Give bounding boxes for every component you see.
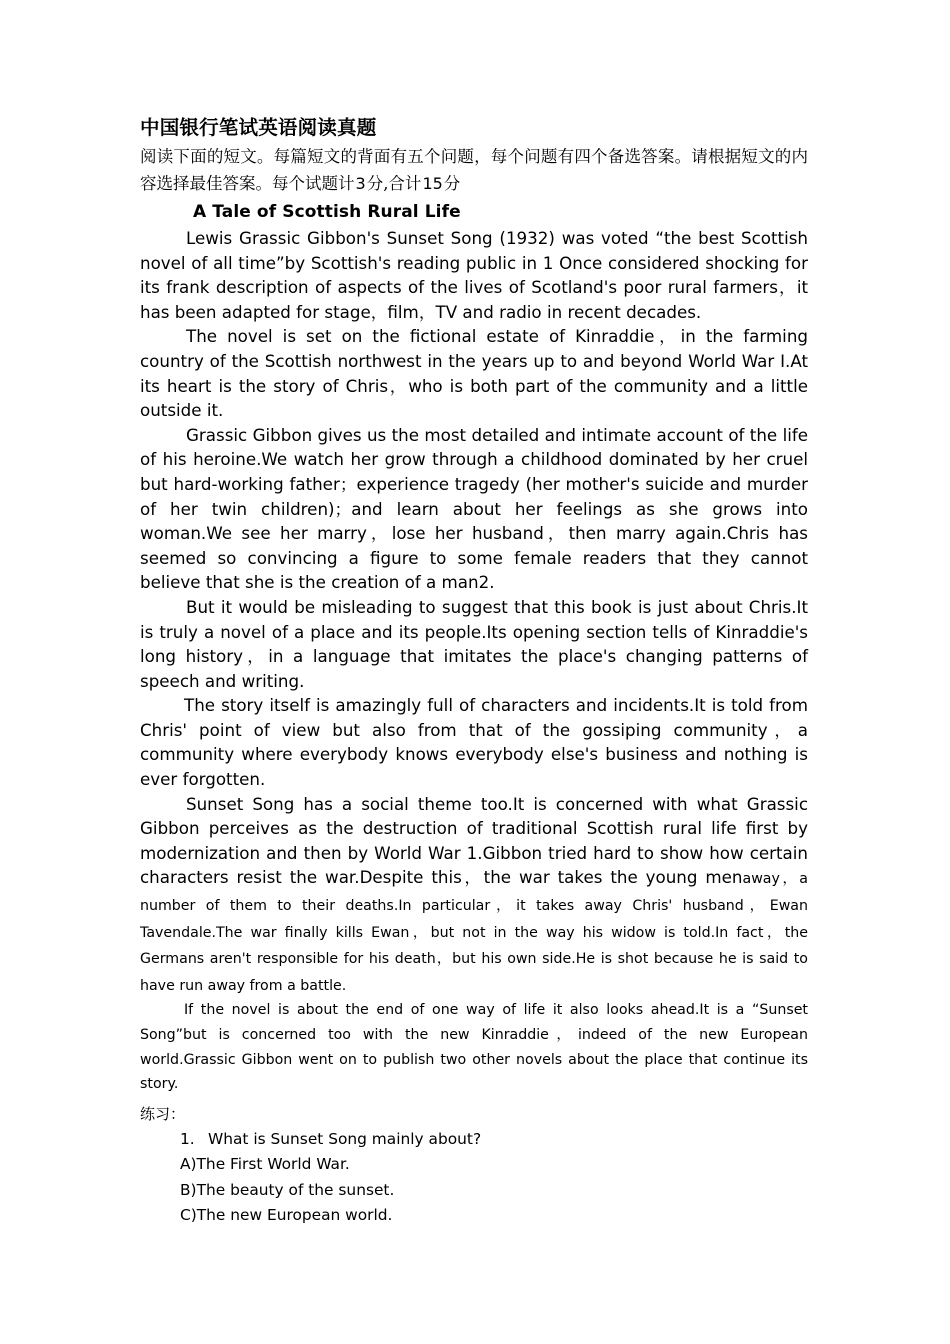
instructions-part-1: 阅读下面的短文。每篇短文的背面有五个问题，每个问题有四个备选答案。请根据短文的内容选择最佳答案。每个试题计: [140, 147, 808, 193]
document-content: [140, 114, 808, 1229]
page-title: 中国银行笔试英语阅读真题: [140, 116, 377, 139]
answer-option-c[interactable]: C)The new European world.: [180, 1206, 393, 1225]
instructions-part-3: 分: [443, 174, 461, 193]
question-number: 1.: [180, 1129, 195, 1148]
question-text: What is Sunset Song mainly about?: [208, 1129, 482, 1148]
paragraph-intro: Lewis Grassic Gibbon's Sunset Song (1932) was voted “the best Scottish novel of all time”by Scottish's reading public in 1 Once considered shocking for its frank description of aspects of the lives of Scotland's poor rural farmers，it has been adapted for stage，film，TV and radio in recent decades.: [140, 228, 808, 322]
answer-option-b[interactable]: B)The beauty of the sunset.: [180, 1180, 395, 1199]
instructions-score-total: 15: [422, 174, 443, 193]
paragraph-setting: The novel is set on the fictional estate of Kinraddie，in the farming country of the Scottish northwest in the years up to and beyond World War I.At its heart is the story of Chris，who is both part of the community and a little outside it.: [140, 326, 808, 421]
question-item: [140, 1127, 808, 1153]
exercise-section-label: 练习：: [140, 1104, 186, 1123]
paragraph-social-theme-large-run: Sunset Song has a social theme too.It is concerned with what Grassic Gibbon perceives as the destruction of traditional Scottish rural life first by modernization and then by World War 1.Gibbon tried hard to show how certain characters resist the war.Despite this，the war takes the young men: [140, 793, 808, 888]
paragraph-social-theme: [140, 792, 808, 999]
instructions-text: [140, 143, 808, 197]
paragraph-heroine: Grassic Gibbon gives us the most detailed and intimate account of the life of his heroine.We watch her grow through a childhood dominated by her cruel but hard-working father；experience tragedy (her mother's suicide and murder of her twin children)；and learn about her feelings as she grows into woman.We see her marry，lose her husband，then marry again.Chris has seemed so convincing a figure to some female readers that they cannot believe that she is the creation of a man2.: [140, 424, 808, 593]
paragraph-ending: If the novel is about the end of one way of life it also looks ahead.It is a “Sunset Song”but is concerned too with the new Kinraddie，indeed of the new European world.Grassic Gibbon went on to publish two other novels about the place that continue its story.: [140, 1002, 808, 1093]
answer-option-a[interactable]: A)The First World War.: [180, 1155, 350, 1174]
paragraph-place-and-people: But it would be misleading to suggest that this book is just about Chris.It is truly a novel of a place and its people.Its opening section tells of Kinraddie's long history，in a language that imitates the place's changing patterns of speech and writing.: [140, 596, 808, 691]
paragraph-story-itself: The story itself is amazingly full of characters and incidents.It is told from Chris' point of view but also from that of the gossiping community，a community where everybody knows everybody else's business and nothing is ever forgotten.: [140, 695, 808, 790]
article-heading: A Tale of Scottish Rural Life: [193, 202, 461, 222]
paragraph-social-theme-small-run: away，a number of them to their deaths.In particular，it takes away Chris' husband，Ewan Tavendale.The war finally kills Ewan，but not in the way his widow is told.In fact，the Germans aren't responsible for his death，but his own side.He is shot because he is said to have run away from a battle.: [140, 871, 808, 994]
instructions-score-per-question: 3: [355, 174, 366, 193]
instructions-part-2: 分,合计: [366, 174, 422, 193]
